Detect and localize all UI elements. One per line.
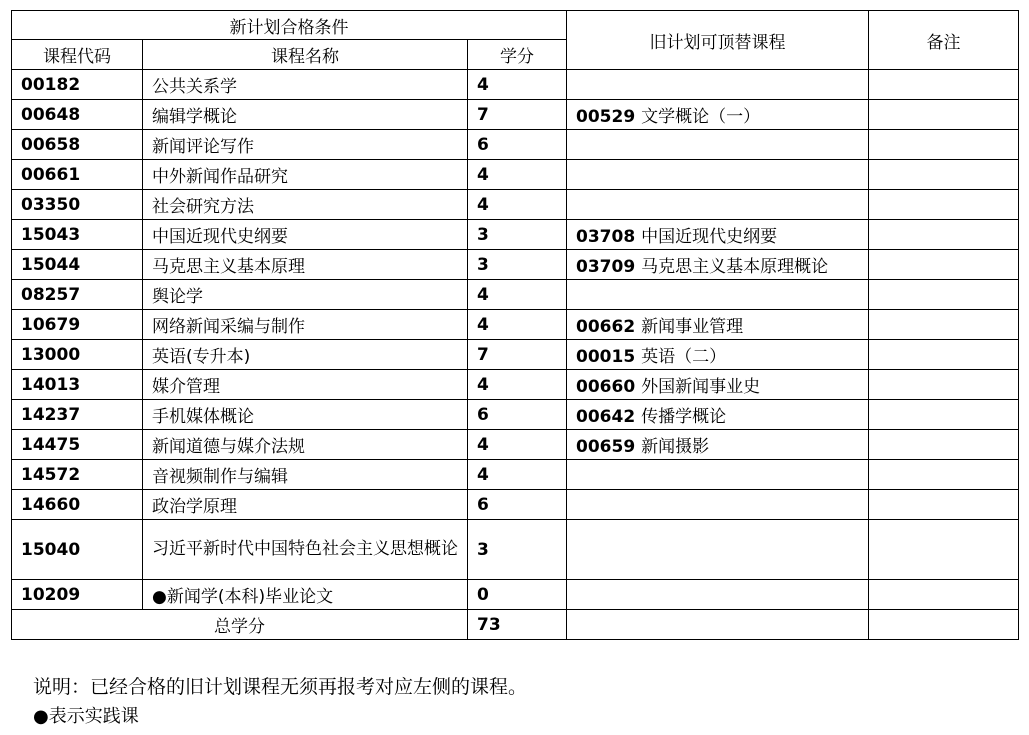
old-course-cell [567, 220, 869, 250]
remark-cell [869, 130, 1019, 160]
total-row [12, 610, 1019, 640]
old-course-name: 传播学概论 [641, 407, 727, 427]
old-course-cell [567, 250, 869, 280]
course-name-cell: 手机媒体概论 [143, 400, 468, 430]
old-course-cell [567, 310, 869, 340]
table-row [12, 100, 1019, 130]
course-code-cell: 00182 [12, 70, 143, 100]
course-name-cell: 网络新闻采编与制作 [143, 310, 468, 340]
header-course-name: 课程名称 [143, 40, 468, 70]
header-remarks: 备注 [869, 11, 1019, 70]
old-course-name: 新闻摄影 [641, 437, 710, 457]
course-table [11, 10, 1019, 640]
remark-cell [869, 190, 1019, 220]
practice-course-legend: ●表示实践课 [33, 706, 139, 727]
table-row [12, 130, 1019, 160]
old-course-name: 马克思主义基本原理概论 [641, 257, 829, 277]
old-course-cell [567, 430, 869, 460]
course-name-cell: 新闻评论写作 [143, 130, 468, 160]
table-row [12, 220, 1019, 250]
old-course-code: 03708 [576, 227, 636, 247]
course-name-cell: 习近平新时代中国特色社会主义思想概论 [143, 520, 468, 580]
credit-cell: 4 [468, 280, 567, 310]
old-course-cell [567, 340, 869, 370]
remark-cell [869, 340, 1019, 370]
credit-cell: 6 [468, 400, 567, 430]
credit-cell: 3 [468, 250, 567, 280]
course-name-cell: 政治学原理 [143, 490, 468, 520]
remark-cell [869, 460, 1019, 490]
old-course-name: 新闻事业管理 [641, 317, 744, 337]
total-credits-value: 73 [468, 610, 567, 640]
credit-cell: 6 [468, 130, 567, 160]
course-code-cell: 15044 [12, 250, 143, 280]
old-course-code: 00659 [576, 437, 636, 457]
course-name-cell: 英语(专升本) [143, 340, 468, 370]
credit-cell: 7 [468, 100, 567, 130]
course-table-body [12, 11, 1019, 640]
table-row [12, 70, 1019, 100]
old-course-cell [567, 160, 869, 190]
course-code-cell: 14572 [12, 460, 143, 490]
old-course-cell [567, 280, 869, 310]
header-new-plan: 新计划合格条件 [12, 11, 567, 40]
credit-cell: 4 [468, 460, 567, 490]
credit-cell: 3 [468, 520, 567, 580]
course-code-cell: 14013 [12, 370, 143, 400]
table-row [12, 430, 1019, 460]
course-code-cell: 00648 [12, 100, 143, 130]
remark-cell [869, 220, 1019, 250]
course-code-cell: 03350 [12, 190, 143, 220]
table-row [12, 520, 1019, 580]
course-code-cell: 10209 [12, 580, 143, 610]
header-course-code: 课程代码 [12, 40, 143, 70]
old-course-cell [567, 370, 869, 400]
credit-cell: 3 [468, 220, 567, 250]
remark-cell [869, 490, 1019, 520]
credit-cell: 4 [468, 70, 567, 100]
course-code-cell: 15043 [12, 220, 143, 250]
course-name-cell: 社会研究方法 [143, 190, 468, 220]
remark-cell [869, 580, 1019, 610]
credit-cell: 4 [468, 160, 567, 190]
remark-cell [869, 430, 1019, 460]
old-course-cell [567, 520, 869, 580]
remark-cell [869, 70, 1019, 100]
course-code-cell: 00661 [12, 160, 143, 190]
old-course-name: 文学概论（一） [641, 107, 761, 127]
old-course-code: 00015 [576, 347, 636, 367]
credit-cell: 4 [468, 190, 567, 220]
credit-cell: 0 [468, 580, 567, 610]
old-course-cell [567, 490, 869, 520]
table-row [12, 460, 1019, 490]
credit-cell: 7 [468, 340, 567, 370]
table-row [12, 280, 1019, 310]
remark-cell [869, 400, 1019, 430]
total-old-course-cell [567, 610, 869, 640]
course-name-cell: 新闻道德与媒介法规 [143, 430, 468, 460]
credit-cell: 4 [468, 310, 567, 340]
table-row [12, 190, 1019, 220]
course-name-cell: 舆论学 [143, 280, 468, 310]
table-row [12, 250, 1019, 280]
remark-cell [869, 100, 1019, 130]
old-course-code: 00529 [576, 107, 636, 127]
course-name-cell: 媒介管理 [143, 370, 468, 400]
course-code-cell: 08257 [12, 280, 143, 310]
course-name-cell: 马克思主义基本原理 [143, 250, 468, 280]
course-name-cell: 公共关系学 [143, 70, 468, 100]
old-course-code: 00660 [576, 377, 636, 397]
course-code-cell: 14475 [12, 430, 143, 460]
table-row [12, 490, 1019, 520]
total-credits-label: 总学分 [12, 610, 468, 640]
header-old-plan-replace: 旧计划可顶替课程 [567, 11, 869, 70]
course-code-cell: 15040 [12, 520, 143, 580]
header-row-top [12, 11, 1019, 40]
course-code-cell: 00658 [12, 130, 143, 160]
total-remark-cell [869, 610, 1019, 640]
old-course-cell [567, 190, 869, 220]
old-course-cell [567, 400, 869, 430]
remark-cell [869, 310, 1019, 340]
old-course-name: 中国近现代史纲要 [641, 227, 778, 247]
credit-cell: 6 [468, 490, 567, 520]
table-row [12, 160, 1019, 190]
credit-cell: 4 [468, 430, 567, 460]
old-course-code: 03709 [576, 257, 636, 277]
old-course-name: 英语（二） [641, 347, 727, 367]
old-course-cell [567, 130, 869, 160]
course-code-cell: 14237 [12, 400, 143, 430]
remark-cell [869, 250, 1019, 280]
course-name-cell: 编辑学概论 [143, 100, 468, 130]
table-row [12, 370, 1019, 400]
course-code-cell: 10679 [12, 310, 143, 340]
table-row [12, 580, 1019, 610]
old-course-cell [567, 70, 869, 100]
old-course-cell [567, 100, 869, 130]
course-name-cell: ●新闻学(本科)毕业论文 [143, 580, 468, 610]
old-course-code: 00642 [576, 407, 636, 427]
remark-cell [869, 520, 1019, 580]
explanation-note: 说明：已经合格的旧计划课程无须再报考对应左侧的课程。 [33, 676, 528, 698]
old-course-code: 00662 [576, 317, 636, 337]
old-course-cell [567, 460, 869, 490]
old-course-cell [567, 580, 869, 610]
course-code-cell: 14660 [12, 490, 143, 520]
course-name-cell: 中国近现代史纲要 [143, 220, 468, 250]
remark-cell [869, 160, 1019, 190]
remark-cell [869, 370, 1019, 400]
header-credits: 学分 [468, 40, 567, 70]
table-row [12, 400, 1019, 430]
old-course-name: 外国新闻事业史 [641, 377, 761, 397]
credit-cell: 4 [468, 370, 567, 400]
remark-cell [869, 280, 1019, 310]
table-row [12, 340, 1019, 370]
course-name-cell: 中外新闻作品研究 [143, 160, 468, 190]
course-code-cell: 13000 [12, 340, 143, 370]
table-row [12, 310, 1019, 340]
course-name-cell: 音视频制作与编辑 [143, 460, 468, 490]
